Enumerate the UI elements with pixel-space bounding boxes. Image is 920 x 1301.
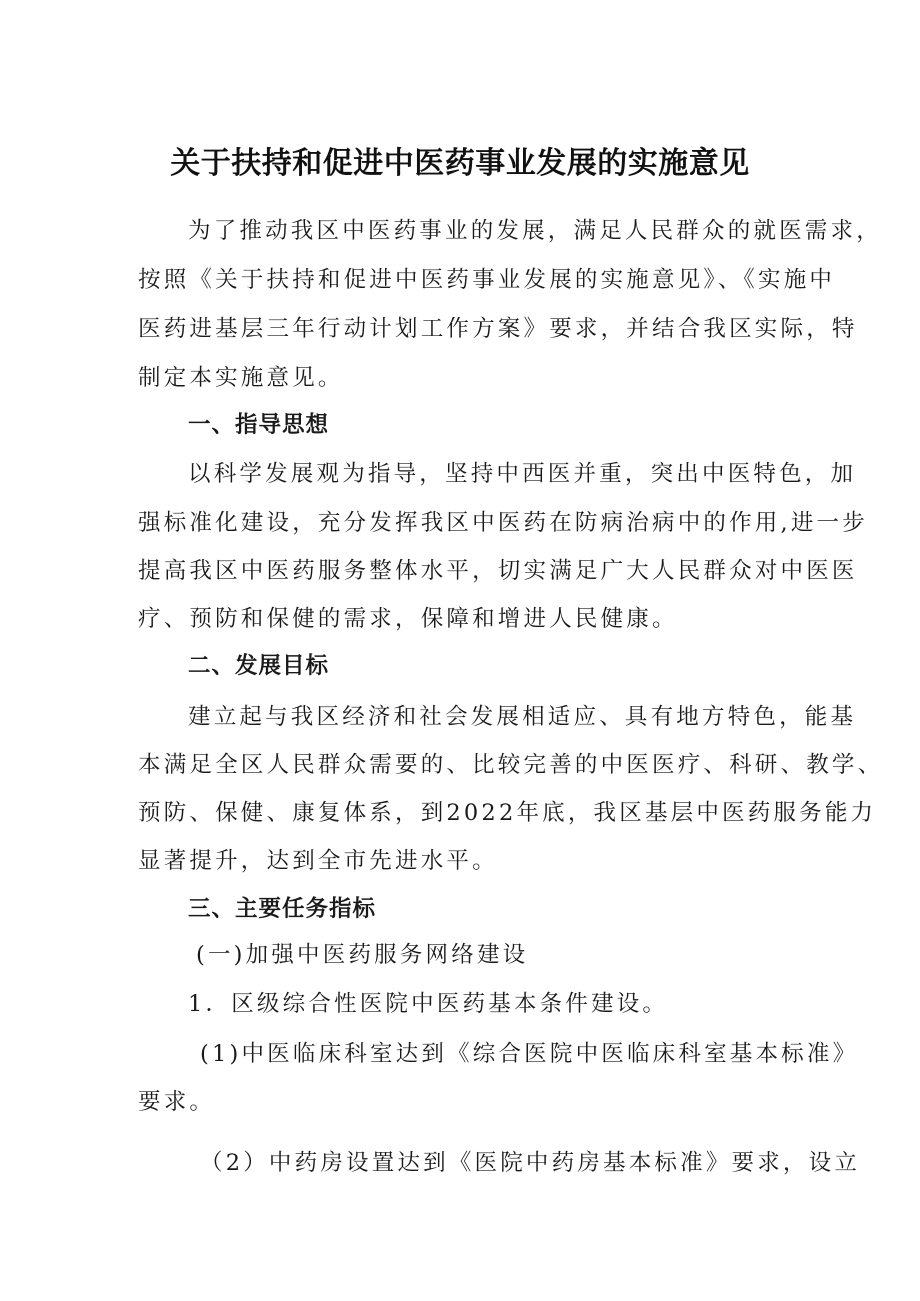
section2-line-3: 预防、保健、康复体系，到2022年底，我区基层中医药服务能力: [138, 800, 877, 826]
item-1-1-line-1: (1)中医临床科室达到《综合医院中医临床科室基本标准》: [200, 1041, 859, 1067]
intro-line-4: 制定本实施意见。: [138, 365, 344, 391]
section1-line-4: 疗、预防和保健的需求，保障和增进人民健康。: [138, 606, 678, 632]
intro-line-1: 为了推动我区中医药事业的发展，满足人民群众的就医需求，: [188, 218, 882, 244]
section2-line-2: 本满足全区人民群众需要的、比较完善的中医医疗、科研、教学、: [138, 752, 884, 778]
item-1: 1．区级综合性医院中医药基本条件建设。: [188, 991, 669, 1017]
section2-line-4: 显著提升，达到全市先进水平。: [138, 848, 498, 874]
section-heading-3: 三、主要任务指标: [188, 896, 377, 922]
section-heading-2: 二、发展目标: [188, 653, 330, 679]
intro-line-2: 按照《关于扶持和促进中医药事业发展的实施意见》、《实施中: [138, 267, 836, 293]
section2-line-1: 建立起与我区经济和社会发展相适应、具有地方特色，能基: [188, 704, 857, 730]
section1-line-1: 以科学发展观为指导，坚持中西医并重，突出中医特色，加: [188, 461, 857, 487]
document-title: 关于扶持和促进中医药事业发展的实施意见: [170, 146, 750, 181]
intro-line-3: 医药进基层三年行动计划工作方案》要求，并结合我区实际，特: [138, 316, 858, 342]
section1-line-3: 提高我区中医药服务整体水平，切实满足广大人民群众对中医医: [138, 558, 858, 584]
section1-line-2: 强标准化建设，充分发挥我区中医药在防病治病中的作用,进一步: [138, 510, 868, 536]
section-heading-1: 一、指导思想: [188, 412, 330, 438]
subsection-1: (一)加强中医药服务网络建设: [196, 942, 529, 968]
item-1-2: （2）中药房设置达到《医院中药房基本标准》要求，设立: [200, 1150, 861, 1176]
item-1-1-line-2: 要求。: [138, 1089, 216, 1115]
